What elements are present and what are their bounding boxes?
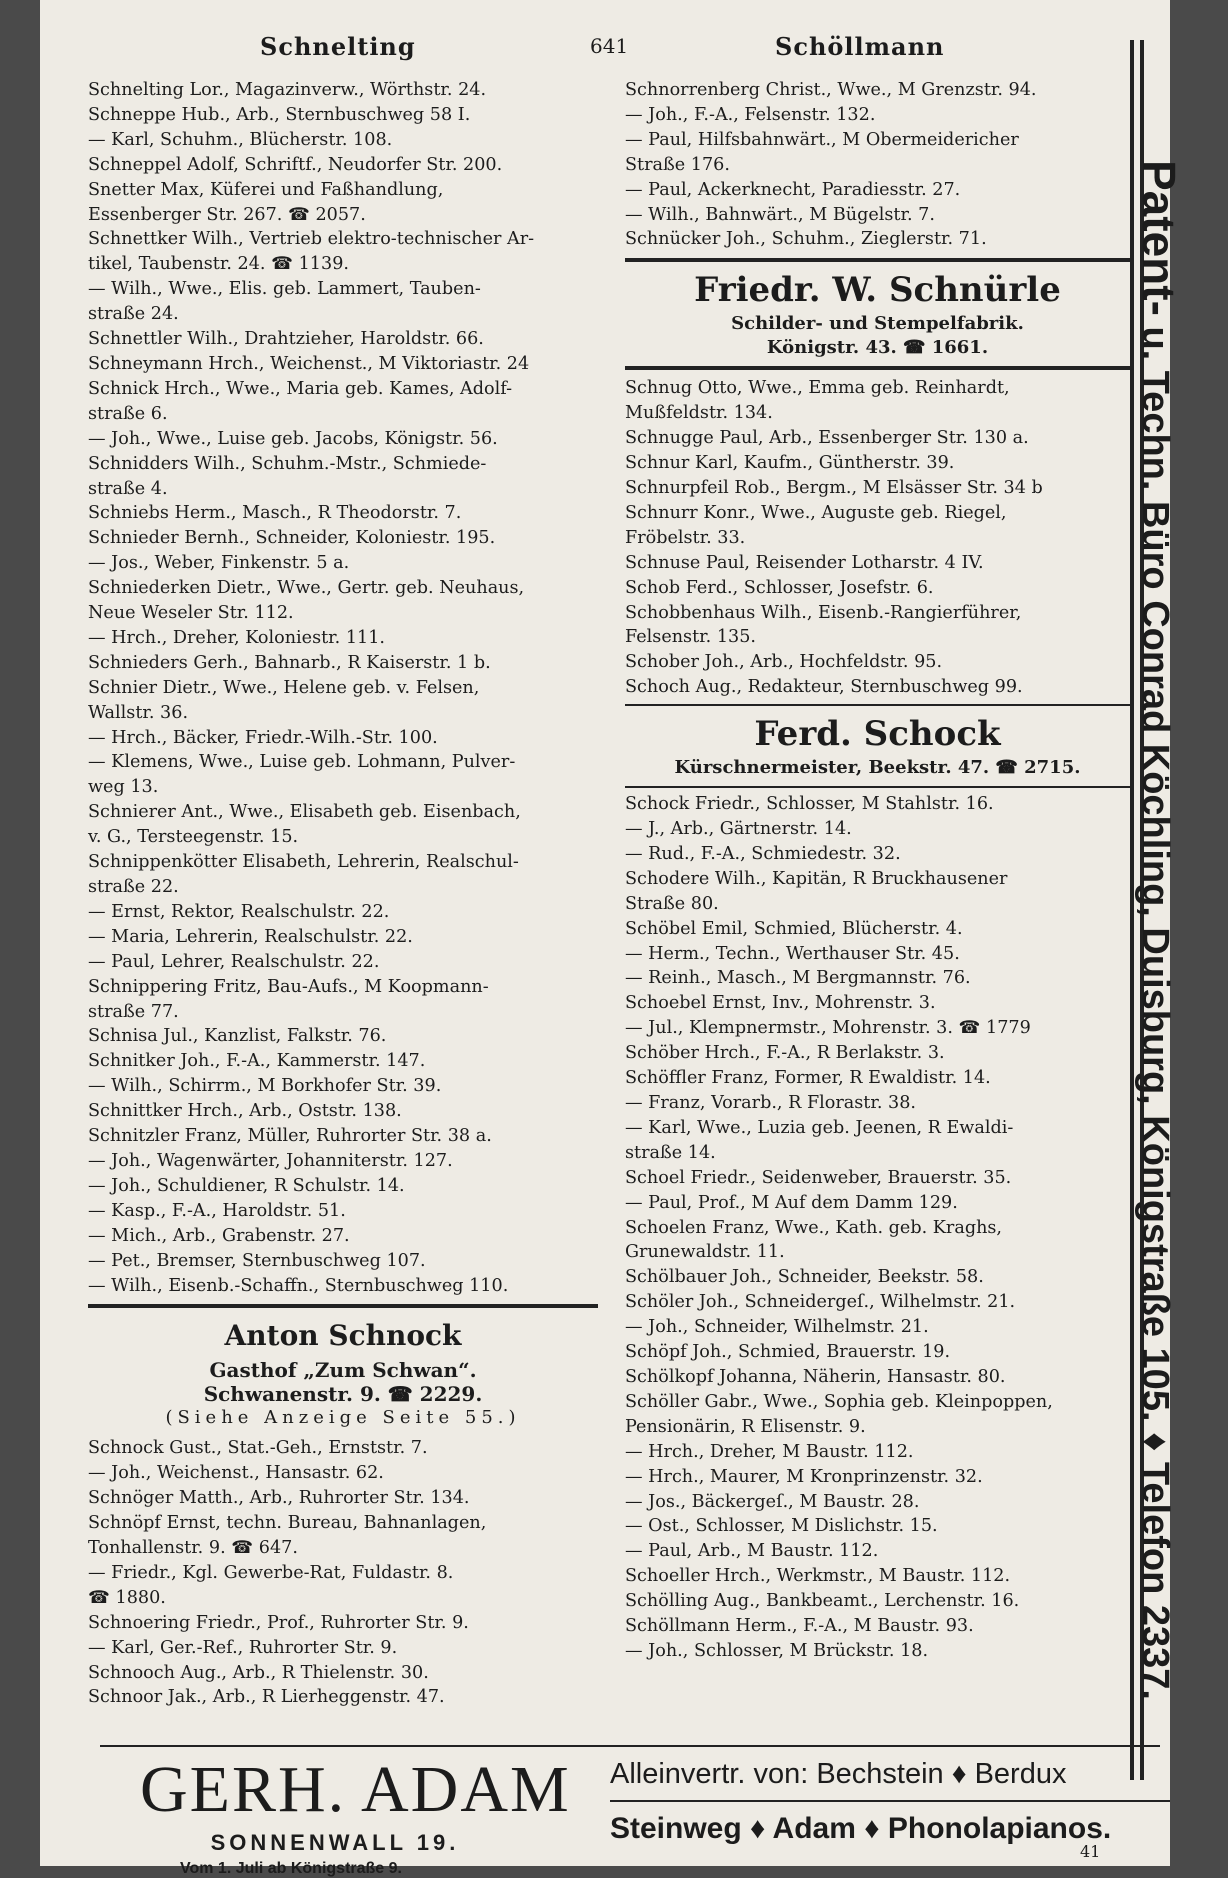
directory-entry: Schnieder Bernh., Schneider, Koloniestr. 195. xyxy=(88,528,496,549)
ad-line: Schilder- und Stempelfabrik. xyxy=(731,313,1024,335)
directory-entry: Schnidders Wilh., Schuhm.-Mstr., Schmiede- xyxy=(88,453,487,474)
entry-list-4 xyxy=(625,376,1130,700)
directory-entry: — Rud., F.-A., Schmiedestr. 32. xyxy=(625,843,901,864)
directory-entry: — Ernst, Rektor, Realschulstr. 22. xyxy=(88,901,390,922)
directory-entry: Schneymann Hrch., Weichenst., M Viktoriastr. 24 xyxy=(88,353,530,374)
side-advert-part1: Patent- xyxy=(1133,160,1185,316)
directory-entry: Schob Ferd., Schlosser, Josefstr. 6. xyxy=(625,577,934,598)
agency-line: Alleinvertr. von: Bechstein ♦ Berdux xyxy=(610,1758,1067,1790)
entry-list-1 xyxy=(88,78,598,1298)
directory-entry: Schock Friedr., Schlosser, M Stahlstr. 16. xyxy=(625,794,994,815)
brands-line: Steinweg ♦ Adam ♦ Phonolapianos. xyxy=(610,1812,1112,1845)
directory-entry: Neue Weseler Str. 112. xyxy=(88,603,294,624)
directory-entry: Schnooch Aug., Arb., R Thielenstr. 30. xyxy=(88,1662,429,1683)
directory-entry: Schnorrenberg Christ., Wwe., M Grenzstr. 94. xyxy=(625,80,1037,100)
directory-entry: Schodere Wilh., Kapitän, R Bruckhausener xyxy=(625,868,1008,889)
directory-entry: — Ost., Schlosser, M Dislichstr. 15. xyxy=(625,1516,938,1537)
directory-entry: Schnur Karl, Kaufm., Güntherstr. 39. xyxy=(625,453,955,474)
directory-entry: Schnöpf Ernst, techn. Bureau, Bahnanlagen, xyxy=(88,1513,487,1534)
directory-entry: — Karl, Schuhm., Blücherstr. 108. xyxy=(88,129,393,150)
directory-entry: — Paul, Lehrer, Realschulstr. 22. xyxy=(88,951,380,972)
directory-entry: straße 77. xyxy=(88,1001,179,1022)
company-name: GERH. ADAM xyxy=(140,1753,571,1826)
directory-entry: Schnock Gust., Stat.-Geh., Ernststr. 7. xyxy=(88,1438,428,1459)
ad-line: Gasthof „Zum Schwan“. xyxy=(209,1358,477,1383)
directory-entry: Schoebel Ernst, Inv., Mohrenstr. 3. xyxy=(625,993,936,1014)
directory-entry: Schöbel Emil, Schmied, Blücherstr. 4. xyxy=(625,918,963,939)
directory-entry: Grunewaldstr. 11. xyxy=(625,1242,785,1263)
directory-entry: Schnier Dietr., Wwe., Helene geb. v. Felsen, xyxy=(88,677,480,698)
ad-name: Ferd. Schock xyxy=(754,714,1001,755)
address-note: Vom 1. Juli ab Königstraße 9. xyxy=(180,1860,402,1877)
directory-entry: — Wilh., Schirrm., M Borkhofer Str. 39. xyxy=(88,1076,442,1097)
directory-entry: — Reinh., Masch., M Bergmannstr. 76. xyxy=(625,968,971,989)
directory-entry: Tonhallenstr. 9. ☎ 647. xyxy=(88,1538,298,1559)
directory-entry: Schöler Joh., Schneidergeſ., Wilhelmstr. 21. xyxy=(625,1292,1016,1313)
directory-entry: — Hrch., Dreher, M Baustr. 112. xyxy=(625,1441,914,1462)
directory-entry: Schoel Friedr., Seidenweber, Brauerstr. 35. xyxy=(625,1167,1012,1188)
directory-entry: — Hrch., Bäcker, Friedr.-Wilh.-Str. 100. xyxy=(88,727,438,748)
directory-entry: Schneppe Hub., Arb., Sternbuschweg 58 I. xyxy=(88,104,471,125)
directory-page xyxy=(40,0,1185,1877)
directory-entry: Schölbauer Joh., Schneider, Beekstr. 58. xyxy=(625,1267,984,1288)
company-address: SONNENWALL 19. xyxy=(210,1830,460,1855)
directory-entry: — Joh., Wagenwärter, Johanniterstr. 127. xyxy=(88,1150,453,1171)
entry-list-3 xyxy=(625,78,1130,252)
directory-entry: — Joh., Schlosser, M Brückstr. 18. xyxy=(625,1640,929,1661)
directory-entry: — Joh., Schneider, Wilhelmstr. 21. xyxy=(625,1317,929,1338)
directory-entry: Schölling Aug., Bankbeamt., Lerchenstr. 16. xyxy=(625,1591,1020,1612)
directory-entry: — Joh., Schuldiener, R Schulstr. 14. xyxy=(88,1175,405,1196)
directory-entry: Schnug Otto, Wwe., Emma geb. Reinhardt, xyxy=(625,378,1010,399)
directory-entry: — Maria, Lehrerin, Realschulstr. 22. xyxy=(88,926,413,947)
directory-entry: Schoch Aug., Redakteur, Sternbuschweg 99. xyxy=(625,677,1023,698)
directory-entry: — Paul, Prof., M Auf dem Damm 129. xyxy=(625,1192,958,1213)
directory-entry: — Jos., Bäckergeſ., M Baustr. 28. xyxy=(625,1491,920,1512)
directory-entry: Schnettler Wilh., Drahtzieher, Haroldstr. 66. xyxy=(88,329,484,350)
ad-line: Königstr. 43. ☎ 1661. xyxy=(766,337,989,359)
directory-entry: v. G., Tersteegenstr. 15. xyxy=(88,827,299,848)
directory-entry: Schobbenhaus Wilh., Eisenb.-Rangierführer, xyxy=(625,602,1022,623)
directory-entry: Schnippenkötter Elisabeth, Lehrerin, Realschul- xyxy=(88,852,519,873)
directory-entry: Straße 80. xyxy=(625,893,719,914)
directory-entry: Schnierer Ant., Wwe., Elisabeth geb. Eisenbach, xyxy=(88,802,521,823)
ad-anton-schnock xyxy=(88,1314,598,1430)
directory-entry: — Klemens, Wwe., Luise geb. Lohmann, Pulver- xyxy=(88,752,516,773)
directory-entry: — Joh., Wwe., Luise geb. Jacobs, Königstr. 56. xyxy=(88,428,498,449)
left-column xyxy=(88,78,598,1710)
directory-entry: — Wilh., Wwe., Elis. geb. Lammert, Tauben- xyxy=(88,279,481,300)
ad-schnuerle xyxy=(625,268,1130,360)
directory-entry: straße 24. xyxy=(88,304,179,325)
directory-entry: Schniederken Dietr., Wwe., Gertr. geb. Neuhaus, xyxy=(88,578,525,599)
directory-entry: Schölkopf Johanna, Näherin, Hansastr. 80. xyxy=(625,1366,1006,1387)
directory-entry: Schöber Hrch., F.-A., R Berlakstr. 3. xyxy=(625,1043,945,1064)
directory-entry: Schnücker Joh., Schuhm., Zieglerstr. 71. xyxy=(625,229,987,250)
directory-entry: — Hrch., Dreher, Koloniestr. 111. xyxy=(88,627,386,648)
directory-entry: — Wilh., Eisenb.-Schaffn., Sternbuschweg 110. xyxy=(88,1275,509,1296)
directory-entry: Schnugge Paul, Arb., Essenberger Str. 130 a. xyxy=(625,428,1029,449)
directory-entry: Schöller Gabr., Wwe., Sophia geb. Kleinpoppen, xyxy=(625,1391,1053,1412)
directory-entry: — Jul., Klempnermstr., Mohrenstr. 3. ☎ 1779 xyxy=(625,1018,1031,1039)
bottom-advert xyxy=(100,1752,1160,1877)
directory-entry: Straße 176. xyxy=(625,154,730,175)
header-right: Schöllmann xyxy=(775,32,945,61)
directory-entry: straße 4. xyxy=(88,478,168,499)
directory-entry: — Hrch., Maurer, M Kronprinzenstr. 32. xyxy=(625,1466,983,1487)
ad-name: Friedr. W. Schnürle xyxy=(694,270,1061,311)
directory-entry: — Pet., Bremser, Sternbuschweg 107. xyxy=(88,1250,426,1271)
directory-entry: — Paul, Hilfsbahnwärt., M Obermeidericher xyxy=(625,129,1019,150)
directory-entry: Essenberger Str. 267. ☎ 2057. xyxy=(88,204,366,225)
header-left: Schnelting xyxy=(260,32,416,61)
directory-entry: Schnippering Fritz, Bau-Aufs., M Koopmann- xyxy=(88,976,489,997)
divider xyxy=(88,1304,598,1308)
divider xyxy=(625,704,1130,706)
directory-entry: Schnittker Hrch., Arb., Oststr. 138. xyxy=(88,1101,402,1122)
directory-entry: Schnöger Matth., Arb., Ruhrorter Str. 134. xyxy=(88,1488,470,1509)
directory-entry: — Karl, Ger.-Ref., Ruhrorter Str. 9. xyxy=(88,1637,398,1658)
directory-entry: Felsenstr. 135. xyxy=(625,627,756,648)
divider xyxy=(625,786,1130,788)
directory-entry: Schnoering Friedr., Prof., Ruhrorter Str. 9. xyxy=(88,1612,469,1633)
directory-entry: Schnurr Konr., Wwe., Auguste geb. Riegel, xyxy=(625,502,1007,523)
ad-ferd-schock xyxy=(625,712,1130,780)
directory-entry: — Herm., Techn., Werthauser Str. 45. xyxy=(625,943,960,964)
directory-entry: — Kasp., F.-A., Haroldstr. 51. xyxy=(88,1200,346,1221)
directory-entry: Schober Joh., Arb., Hochfeldstr. 95. xyxy=(625,652,943,673)
directory-entry: Schnick Hrch., Wwe., Maria geb. Kames, Adolf- xyxy=(88,378,513,399)
directory-entry: — Jos., Weber, Finkenstr. 5 a. xyxy=(88,553,350,574)
directory-entry: Pensionärin, R Elisenstr. 9. xyxy=(625,1416,866,1437)
directory-entry: — Joh., F.-A., Felsenstr. 132. xyxy=(625,104,876,125)
directory-entry: Schniebs Herm., Masch., R Theodorstr. 7. xyxy=(88,503,462,524)
divider xyxy=(625,258,1130,262)
directory-entry: Schöpf Joh., Schmied, Brauerstr. 19. xyxy=(625,1342,951,1363)
ad-line: Schwanenstr. 9. ☎ 2229. xyxy=(203,1382,483,1407)
directory-entry: — Joh., Weichenst., Hansastr. 62. xyxy=(88,1463,384,1484)
directory-entry: Schnisa Jul., Kanzlist, Falkstr. 76. xyxy=(88,1026,387,1047)
directory-entry: straße 6. xyxy=(88,403,168,424)
directory-entry: — Karl, Wwe., Luzia geb. Jeenen, R Ewaldi- xyxy=(625,1117,1014,1138)
directory-entry: — Friedr., Kgl. Gewerbe-Rat, Fuldastr. 8. xyxy=(88,1562,454,1583)
directory-entry: Schnitker Joh., F.-A., Kammerstr. 147. xyxy=(88,1051,426,1072)
ad-line: (Siehe Anzeige Seite 55.) xyxy=(165,1407,521,1429)
directory-entry: Schöllmann Herm., F.-A., M Baustr. 93. xyxy=(625,1616,974,1637)
footer-number: 41 xyxy=(1080,1842,1101,1861)
directory-entry: tikel, Taubenstr. 24. ☎ 1139. xyxy=(88,254,349,275)
directory-entry: — Mich., Arb., Grabenstr. 27. xyxy=(88,1225,350,1246)
directory-entry: Schneppel Adolf, Schriftf., Neudorfer Str. 200. xyxy=(88,154,503,175)
ad-name: Anton Schnock xyxy=(224,1319,462,1353)
directory-entry: — Wilh., Bahnwärt., M Bügelstr. 7. xyxy=(625,204,935,225)
directory-entry: Mußfeldstr. 134. xyxy=(625,403,773,424)
directory-entry: ☎ 1880. xyxy=(88,1587,166,1608)
directory-entry: Schöffler Franz, Former, R Ewaldistr. 14. xyxy=(625,1068,991,1089)
entry-list-5 xyxy=(625,792,1130,1664)
divider xyxy=(625,366,1130,370)
ad-line: Kürschnermeister, Beekstr. 47. ☎ 2715. xyxy=(674,757,1081,779)
directory-entry: — Paul, Arb., M Baustr. 112. xyxy=(625,1541,879,1562)
directory-entry: weg 13. xyxy=(88,777,159,798)
directory-entry: Schnitzler Franz, Müller, Ruhrorter Str. 38 a. xyxy=(88,1126,492,1147)
right-column xyxy=(625,78,1130,1664)
side-advert-part2: u. Techn. Büro Conrad Köchling, Duisburg, Königstraße 105. ♦ Telefon 2337. xyxy=(1134,315,1176,1700)
entry-list-2 xyxy=(88,1436,598,1710)
directory-entry: straße 22. xyxy=(88,877,179,897)
bottom-rule xyxy=(610,1800,1170,1802)
directory-entry: Schnettker Wilh., Vertrieb elektro-technischer Ar- xyxy=(88,229,535,250)
directory-entry: Schnoor Jak., Arb., R Lierheggenstr. 47. xyxy=(88,1687,445,1708)
directory-entry: — Franz, Vorarb., R Florastr. 38. xyxy=(625,1093,917,1113)
directory-entry: Schoeller Hrch., Werkmstr., M Baustr. 112. xyxy=(625,1566,1011,1587)
directory-entry: Snetter Max, Küferei und Faßhandlung, xyxy=(88,179,444,200)
directory-entry: — J., Arb., Gärtnerstr. 14. xyxy=(625,819,852,840)
directory-entry: Schnuse Paul, Reisender Lotharstr. 4 IV. xyxy=(625,552,984,573)
bottom-rule xyxy=(100,1745,1160,1747)
page-number: 641 xyxy=(590,34,629,58)
directory-entry: Schnurpfeil Rob., Bergm., M Elsässer Str. 34 b xyxy=(625,477,1043,498)
directory-entry: Fröbelstr. 33. xyxy=(625,527,746,548)
directory-entry: Schnelting Lor., Magazinverw., Wörthstr. 24. xyxy=(88,80,487,100)
directory-entry: Schoelen Franz, Wwe., Kath. geb. Kraghs, xyxy=(625,1217,1003,1238)
directory-entry: straße 14. xyxy=(625,1142,716,1163)
directory-entry: — Paul, Ackerknecht, Paradiesstr. 27. xyxy=(625,179,961,200)
directory-entry: Wallstr. 36. xyxy=(88,702,189,723)
directory-entry: Schnieders Gerh., Bahnarb., R Kaiserstr. 1 b. xyxy=(88,652,491,673)
